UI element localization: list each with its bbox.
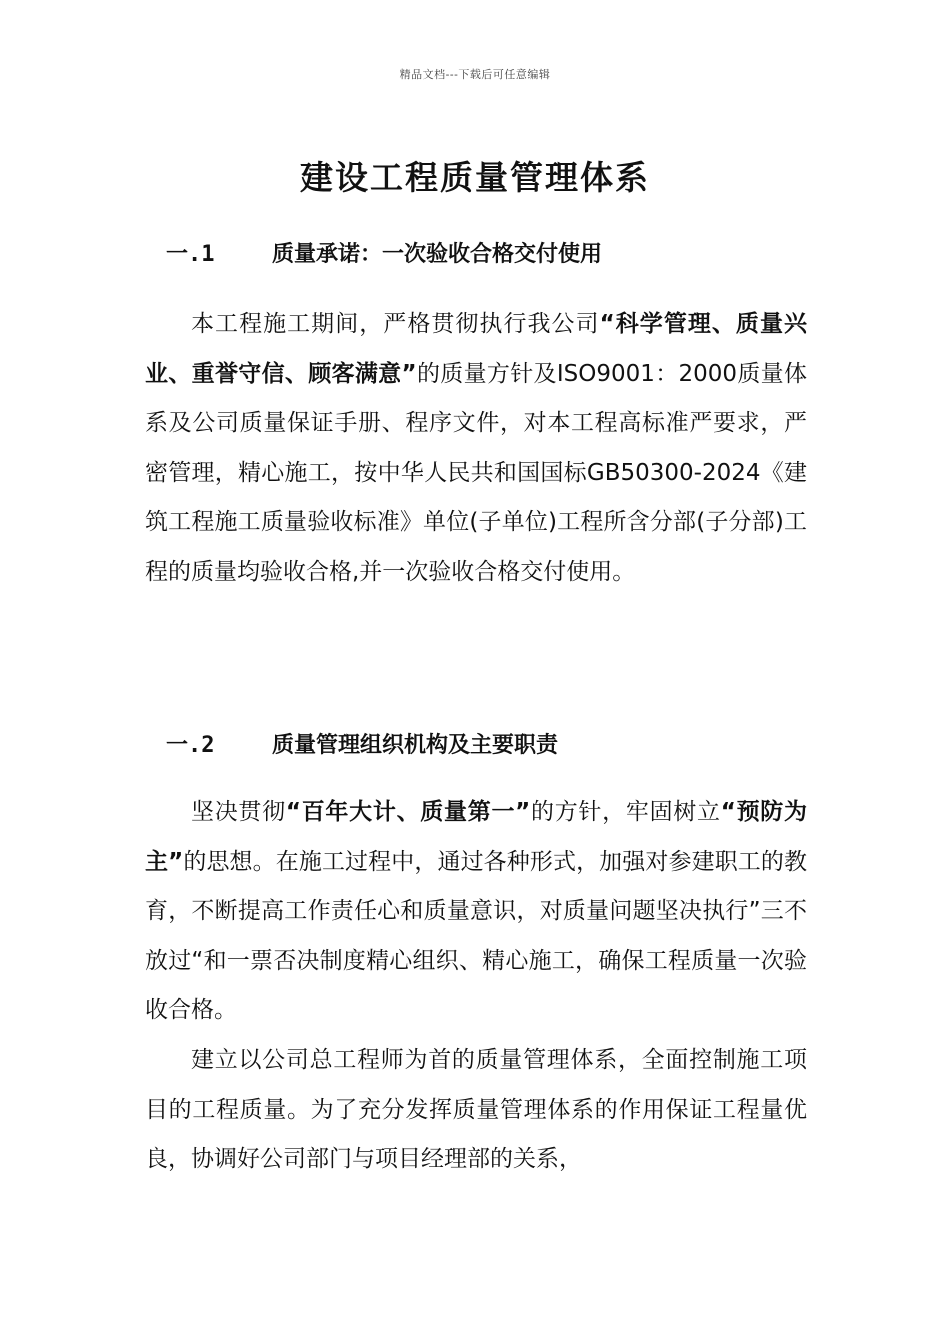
section-heading-2	[166, 728, 558, 759]
paragraph-quality-policy	[145, 788, 807, 1036]
paragraph-text: 本工程施工期间，严格贯彻执行我公司	[191, 311, 600, 337]
paragraph-text: 建立以公司总工程师为首的质量管理体系，全面控制施工项目的工程质量。为了充分发挥质量管理体系的作用保证工程量优良，协调好公司部门与项目经理部的关系，	[145, 1047, 807, 1173]
paragraph-emphasis: “科学管理、质量兴业、重誉守信、顾客满意”	[145, 311, 808, 387]
paragraph-emphasis: “预防为主”	[145, 799, 808, 875]
paragraph-management-system	[145, 1036, 807, 1185]
paragraph-quality-commitment	[145, 300, 807, 598]
paragraph-text: 的质量方针及ISO9001：2000质量体系及公司质量保证手册、程序文件，对本工程高标准严要求，严密管理，精心施工，按中华人民共和国国标GB50300-2024《建筑工程施工质量验收标准》单位(子单位)工程所含分部(子分部)工程的质量均验收合格,并一次验收合格交付使用。	[145, 360, 807, 585]
paragraph-text: 坚决贯彻	[191, 799, 286, 825]
section-title: 质量承诺：一次验收合格交付使用	[272, 242, 603, 267]
section-title: 质量管理组织机构及主要职责	[272, 733, 559, 758]
paragraph-text: 的方针，牢固树立	[530, 799, 721, 825]
document-title: 建设工程质量管理体系	[300, 158, 650, 197]
section-number: 一.2	[166, 733, 215, 758]
paragraph-text: 的思想。在施工过程中，通过各种形式，加强对参建职工的教育，不断提高工作责任心和质量意识，对质量问题坚决执行”三不放过“和一票否决制度精心组织、精心施工，确保工程质量一次验收合格。	[145, 848, 808, 1024]
section-number: 一.1	[166, 242, 215, 267]
header-note: 精品文档---下载后可任意编辑	[399, 68, 551, 81]
paragraph-emphasis: “百年大计、质量第一”	[285, 799, 531, 825]
section-heading-1	[166, 237, 602, 268]
